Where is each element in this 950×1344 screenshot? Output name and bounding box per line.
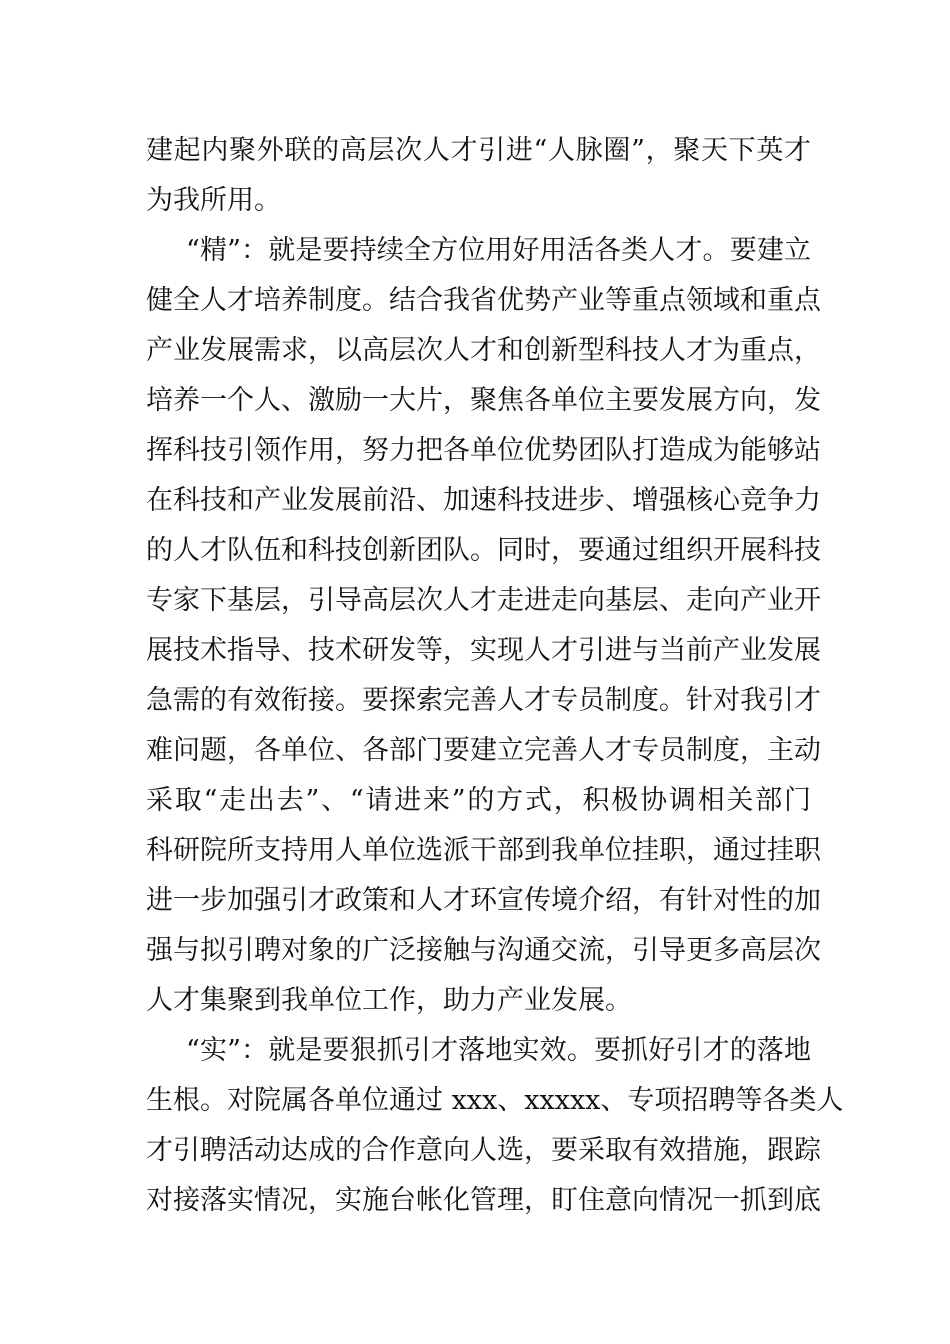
- paragraph-continued: [146, 126, 811, 226]
- text-line: 挥科技引领作用，努力把各单位优势团队打造成为能够站: [146, 435, 821, 466]
- paragraph-jing: [146, 226, 821, 1026]
- text-line: 科研院所支持用人单位选派干部到我单位挂职，通过挂职: [146, 835, 821, 866]
- text-line: “精”：就是要持续全方位用好用活各类人才。要建立: [186, 235, 811, 266]
- text-line: 的人才队伍和科技创新团队。同时，要通过组织开展科技: [146, 535, 821, 566]
- text-line: 培养一个人、激励一大片，聚焦各单位主要发展方向，发: [146, 385, 821, 416]
- text-line: 采取“走出去”、“请进来”的方式，积极协调相关部门: [146, 785, 811, 816]
- text-line: 才引聘活动达成的合作意向人选，要采取有效措施，跟踪: [146, 1135, 821, 1166]
- text-line: 人才集聚到我单位工作，助力产业发展。: [146, 985, 632, 1016]
- text-line: 对接落实情况，实施台帐化管理，盯住意向情况一抓到底: [146, 1185, 821, 1216]
- text-line: 为我所用。: [146, 185, 281, 216]
- text-line: 强与拟引聘对象的广泛接触与沟通交流，引导更多高层次: [146, 935, 821, 966]
- text-line: 生根。对院属各单位通过 xxx、xxxxx、专项招聘等各类人: [146, 1085, 844, 1116]
- text-line: 难问题，各单位、各部门要建立完善人才专员制度，主动: [146, 735, 821, 766]
- text-line: 急需的有效衔接。要探索完善人才专员制度。针对我引才: [146, 685, 821, 716]
- text-line: 产业发展需求，以高层次人才和创新型科技人才为重点，: [146, 335, 821, 366]
- text-line: 建起内聚外联的高层次人才引进“人脉圈”，聚天下英才: [146, 135, 811, 166]
- text-line: 展技术指导、技术研发等，实现人才引进与当前产业发展: [146, 635, 821, 666]
- text-line: 进一步加强引才政策和人才环宣传境介绍，有针对性的加: [146, 885, 821, 916]
- paragraph-shi: [146, 1026, 844, 1226]
- document-body: [146, 126, 844, 1226]
- text-line: 健全人才培养制度。结合我省优势产业等重点领域和重点: [146, 285, 821, 316]
- text-line: 在科技和产业发展前沿、加速科技进步、增强核心竞争力: [146, 485, 821, 516]
- text-line: 专家下基层，引导高层次人才走进走向基层、走向产业开: [146, 585, 821, 616]
- text-line: “实”：就是要狠抓引才落地实效。要抓好引才的落地: [186, 1035, 811, 1066]
